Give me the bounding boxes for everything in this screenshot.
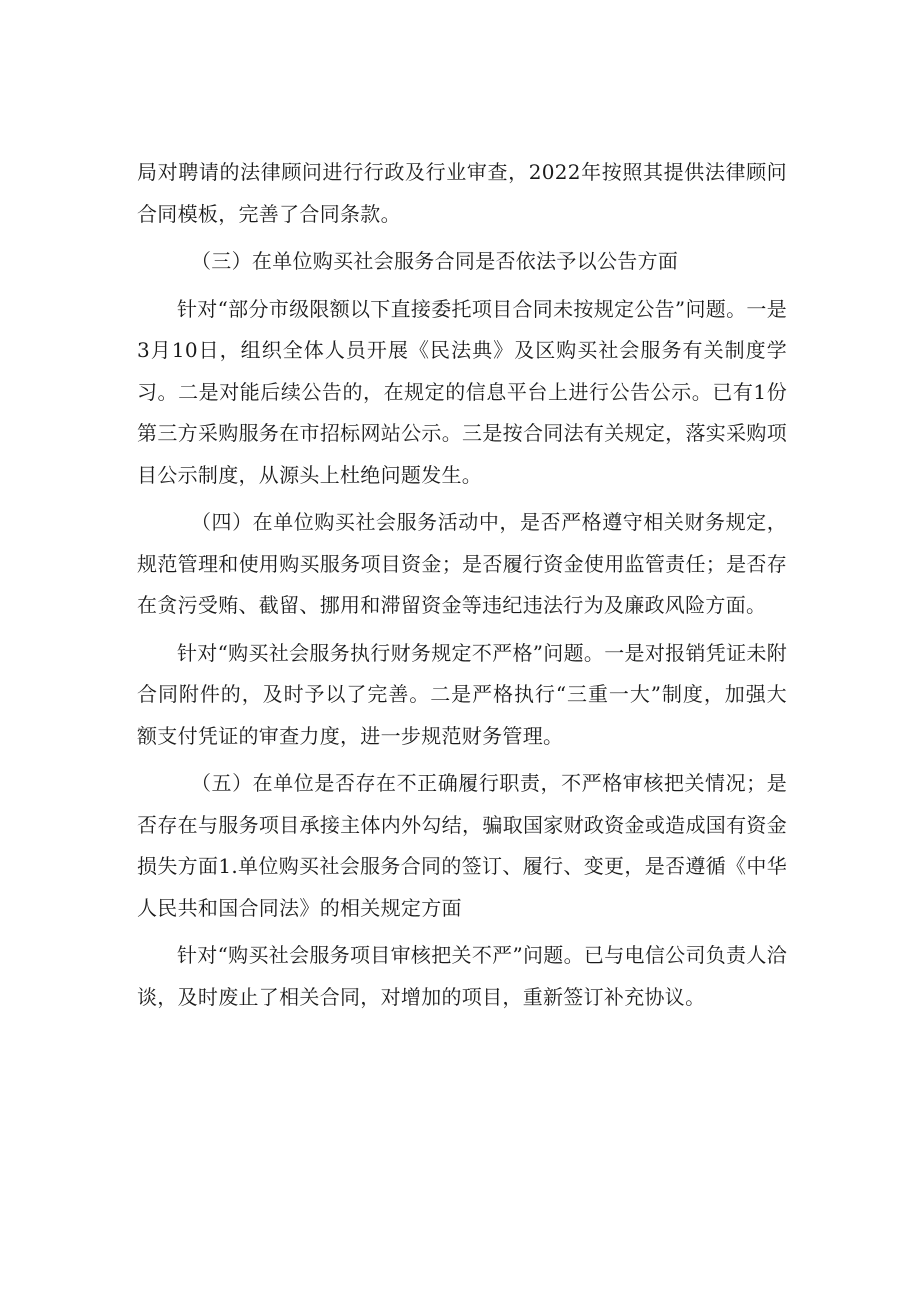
document-body	[137, 152, 787, 1018]
paragraph-announcement-rectification: 针对“部分市级限额以下直接委托项目合同未按规定公告”问题。一是3月10日，组织全体人员开展《民法典》及区购买社会服务有关制度学习。二是对能后续公告的，在规定的信息平台上进行公告公示。已有1份第三方采购服务在市招标网站公示。三是按合同法有关规定，落实采购项目公示制度，从源头上杜绝问题发生。	[137, 296, 787, 487]
paragraph-finance-rectification: 针对“购买社会服务执行财务规定不严格”问题。一是对报销凭证未附合同附件的，及时予以了完善。二是严格执行“三重一大”制度，加强大额支付凭证的审查力度，进一步规范财务管理。	[137, 640, 787, 748]
section-heading-4: （四）在单位购买社会服务活动中，是否严格遵守相关财务规定，规范管理和使用购买服务项目资金；是否履行资金使用监管责任；是否存在贪污受贿、截留、挪用和滞留资金等违纪违法行为及廉政风险方面。	[137, 510, 787, 617]
paragraph-audit-rectification: 针对“购买社会服务项目审核把关不严”问题。已与电信公司负责人洽谈，及时废止了相关合同，对增加的项目，重新签订补充协议。	[137, 943, 787, 1009]
section-heading-3: （三）在单位购买社会服务合同是否依法予以公告方面	[191, 249, 679, 273]
section-heading-5: （五）在单位是否存在不正确履行职责，不严格审核把关情况；是否存在与服务项目承接主体内外勾结，骗取国家财政资金或造成国有资金损失方面1.单位购买社会服务合同的签订、履行、变更，是否遵循《中华人民共和国合同法》的相关规定方面	[137, 771, 787, 920]
paragraph-legal-advisor-review: 局对聘请的法律顾问进行行政及行业审查，2022年按照其提供法律顾问合同模板，完善了合同条款。	[137, 160, 787, 226]
